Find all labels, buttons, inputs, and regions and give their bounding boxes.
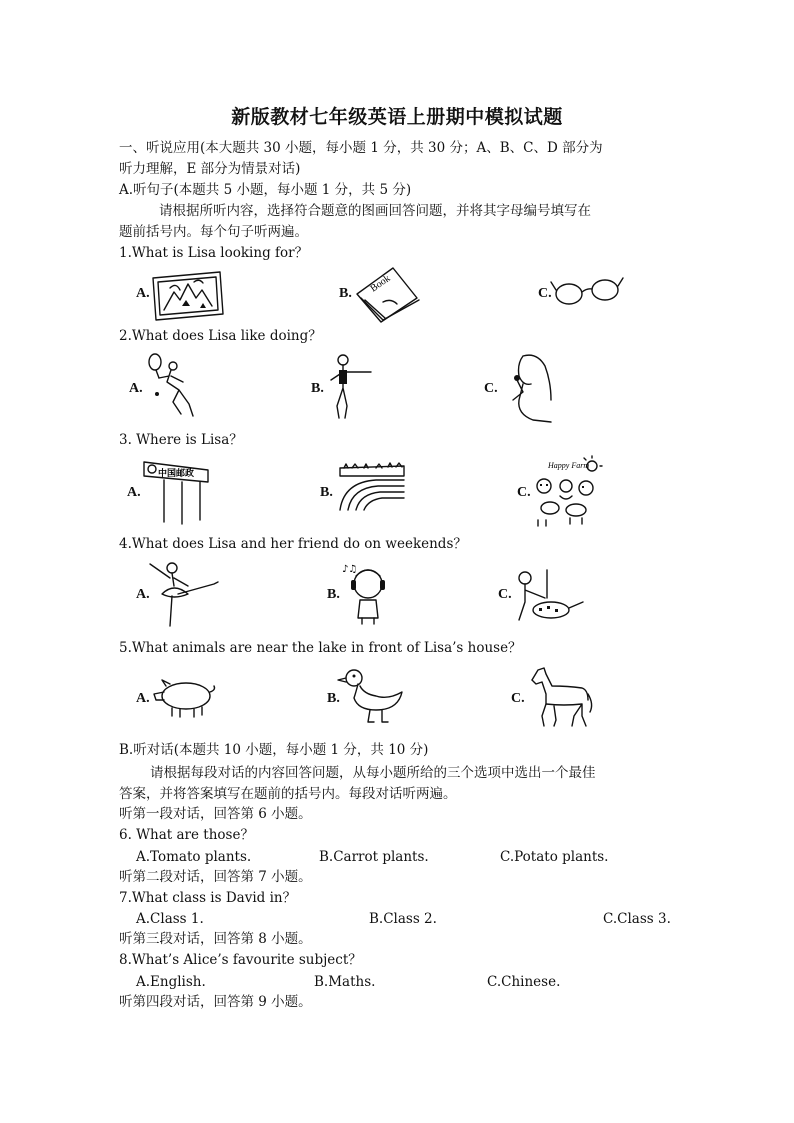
question-7-option-b: B.Class 2. <box>369 911 437 927</box>
post-office-sign-text: 中国邮政 <box>158 469 195 479</box>
dialogue-3-lead: 听第三段对话，回答第 8 小题。 <box>119 931 312 947</box>
book-icon <box>353 264 421 324</box>
question-5-option-a-label: A. <box>136 691 150 706</box>
cooking-icon <box>511 568 583 624</box>
question-8-option-c: C.Chinese. <box>487 974 561 990</box>
glasses-icon <box>553 276 625 306</box>
question-6-option-b: B.Carrot plants. <box>319 849 429 865</box>
tennis-player-icon <box>143 352 199 420</box>
question-2-option-c-label: C. <box>484 381 498 396</box>
dancer-icon <box>327 350 377 422</box>
page-title: 新版教材七年级英语上册期中模拟试题 <box>231 106 563 128</box>
question-4-option-c-label: C. <box>498 587 512 602</box>
question-3-option-b-label: B. <box>320 485 333 500</box>
part-b-instruction-line2: 答案，并将答案填写在题前的括号内。每段对话听两遍。 <box>119 786 457 802</box>
girl-listening-music-icon <box>342 562 394 626</box>
part-a-instruction-line1: 请根据所听内容，选择符合题意的图画回答问题，并将其字母编号填写在 <box>159 203 591 219</box>
book-cover-text: Book <box>368 273 393 295</box>
question-7-option-a: A.Class 1. <box>136 911 204 927</box>
question-4-option-a-label: A. <box>136 587 150 602</box>
question-6-option-c: C.Potato plants. <box>500 849 609 865</box>
question-5-text: 5.What animals are near the lake in front of Lisa’s house？ <box>119 640 522 656</box>
farm-sign-text: Happy Farm <box>548 461 590 470</box>
question-8-text: 8.What’s Alice’s favourite subject？ <box>119 952 362 968</box>
ballet-dancer-icon <box>148 560 220 628</box>
question-5-option-c-label: C. <box>511 691 525 706</box>
part-a-heading: A.听句子(本题共 5 小题，每小题 1 分，共 5 分) <box>119 182 412 198</box>
question-2-option-b-label: B. <box>311 381 324 396</box>
farm-scene-icon <box>530 456 602 528</box>
part-a-instruction-line2: 题前括号内。每个句子听两遍。 <box>119 224 308 240</box>
question-1-option-c-label: C. <box>538 286 552 301</box>
section-heading-line1: 一、听说应用(本大题共 30 小题，每小题 1 分，共 30 分；A、B、C、D 部分为 <box>119 140 603 156</box>
question-8-option-b: B.Maths. <box>314 974 376 990</box>
question-2-text: 2.What does Lisa like doing？ <box>119 328 322 344</box>
dialogue-2-lead: 听第二段对话，回答第 7 小题。 <box>119 869 312 885</box>
horse-icon <box>528 664 594 730</box>
question-7-text: 7.What class is David in？ <box>119 890 297 906</box>
question-1-option-b-label: B. <box>339 286 352 301</box>
singer-icon <box>503 350 555 424</box>
question-6-option-a: A.Tomato plants. <box>136 849 252 865</box>
question-3-option-c-label: C. <box>517 485 531 500</box>
section-heading-line2: 听力理解，E 部分为情景对话) <box>119 161 301 177</box>
post-office-icon <box>142 458 212 526</box>
question-6-text: 6. What are those？ <box>119 827 254 843</box>
music-note-icon: ♪♫ <box>342 564 358 575</box>
question-7-option-c: C.Class 3. <box>603 911 671 927</box>
question-5-option-b-label: B. <box>327 691 340 706</box>
dialogue-4-lead: 听第四段对话，回答第 9 小题。 <box>119 994 312 1010</box>
part-b-heading: B.听对话(本题共 10 小题，每小题 1 分，共 10 分) <box>119 742 429 758</box>
question-1-option-a-label: A. <box>136 286 150 301</box>
question-4-option-b-label: B. <box>327 587 340 602</box>
dialogue-1-lead: 听第一段对话，回答第 6 小题。 <box>119 806 312 822</box>
question-2-option-a-label: A. <box>129 381 143 396</box>
picture-photo-icon <box>150 270 226 322</box>
part-b-instruction-line1: 请根据每段对话的内容回答问题，从每小题所给的三个选项中选出一个最佳 <box>150 765 596 781</box>
question-3-text: 3. Where is Lisa？ <box>119 432 243 448</box>
stadium-track-icon <box>336 462 408 512</box>
duck-icon <box>342 666 406 726</box>
question-8-option-a: A.English. <box>136 974 206 990</box>
question-4-text: 4.What does Lisa and her friend do on weekends？ <box>119 536 467 552</box>
question-3-option-a-label: A. <box>127 485 141 500</box>
pig-icon <box>150 676 218 718</box>
question-1-text: 1.What is Lisa looking for？ <box>119 245 309 261</box>
